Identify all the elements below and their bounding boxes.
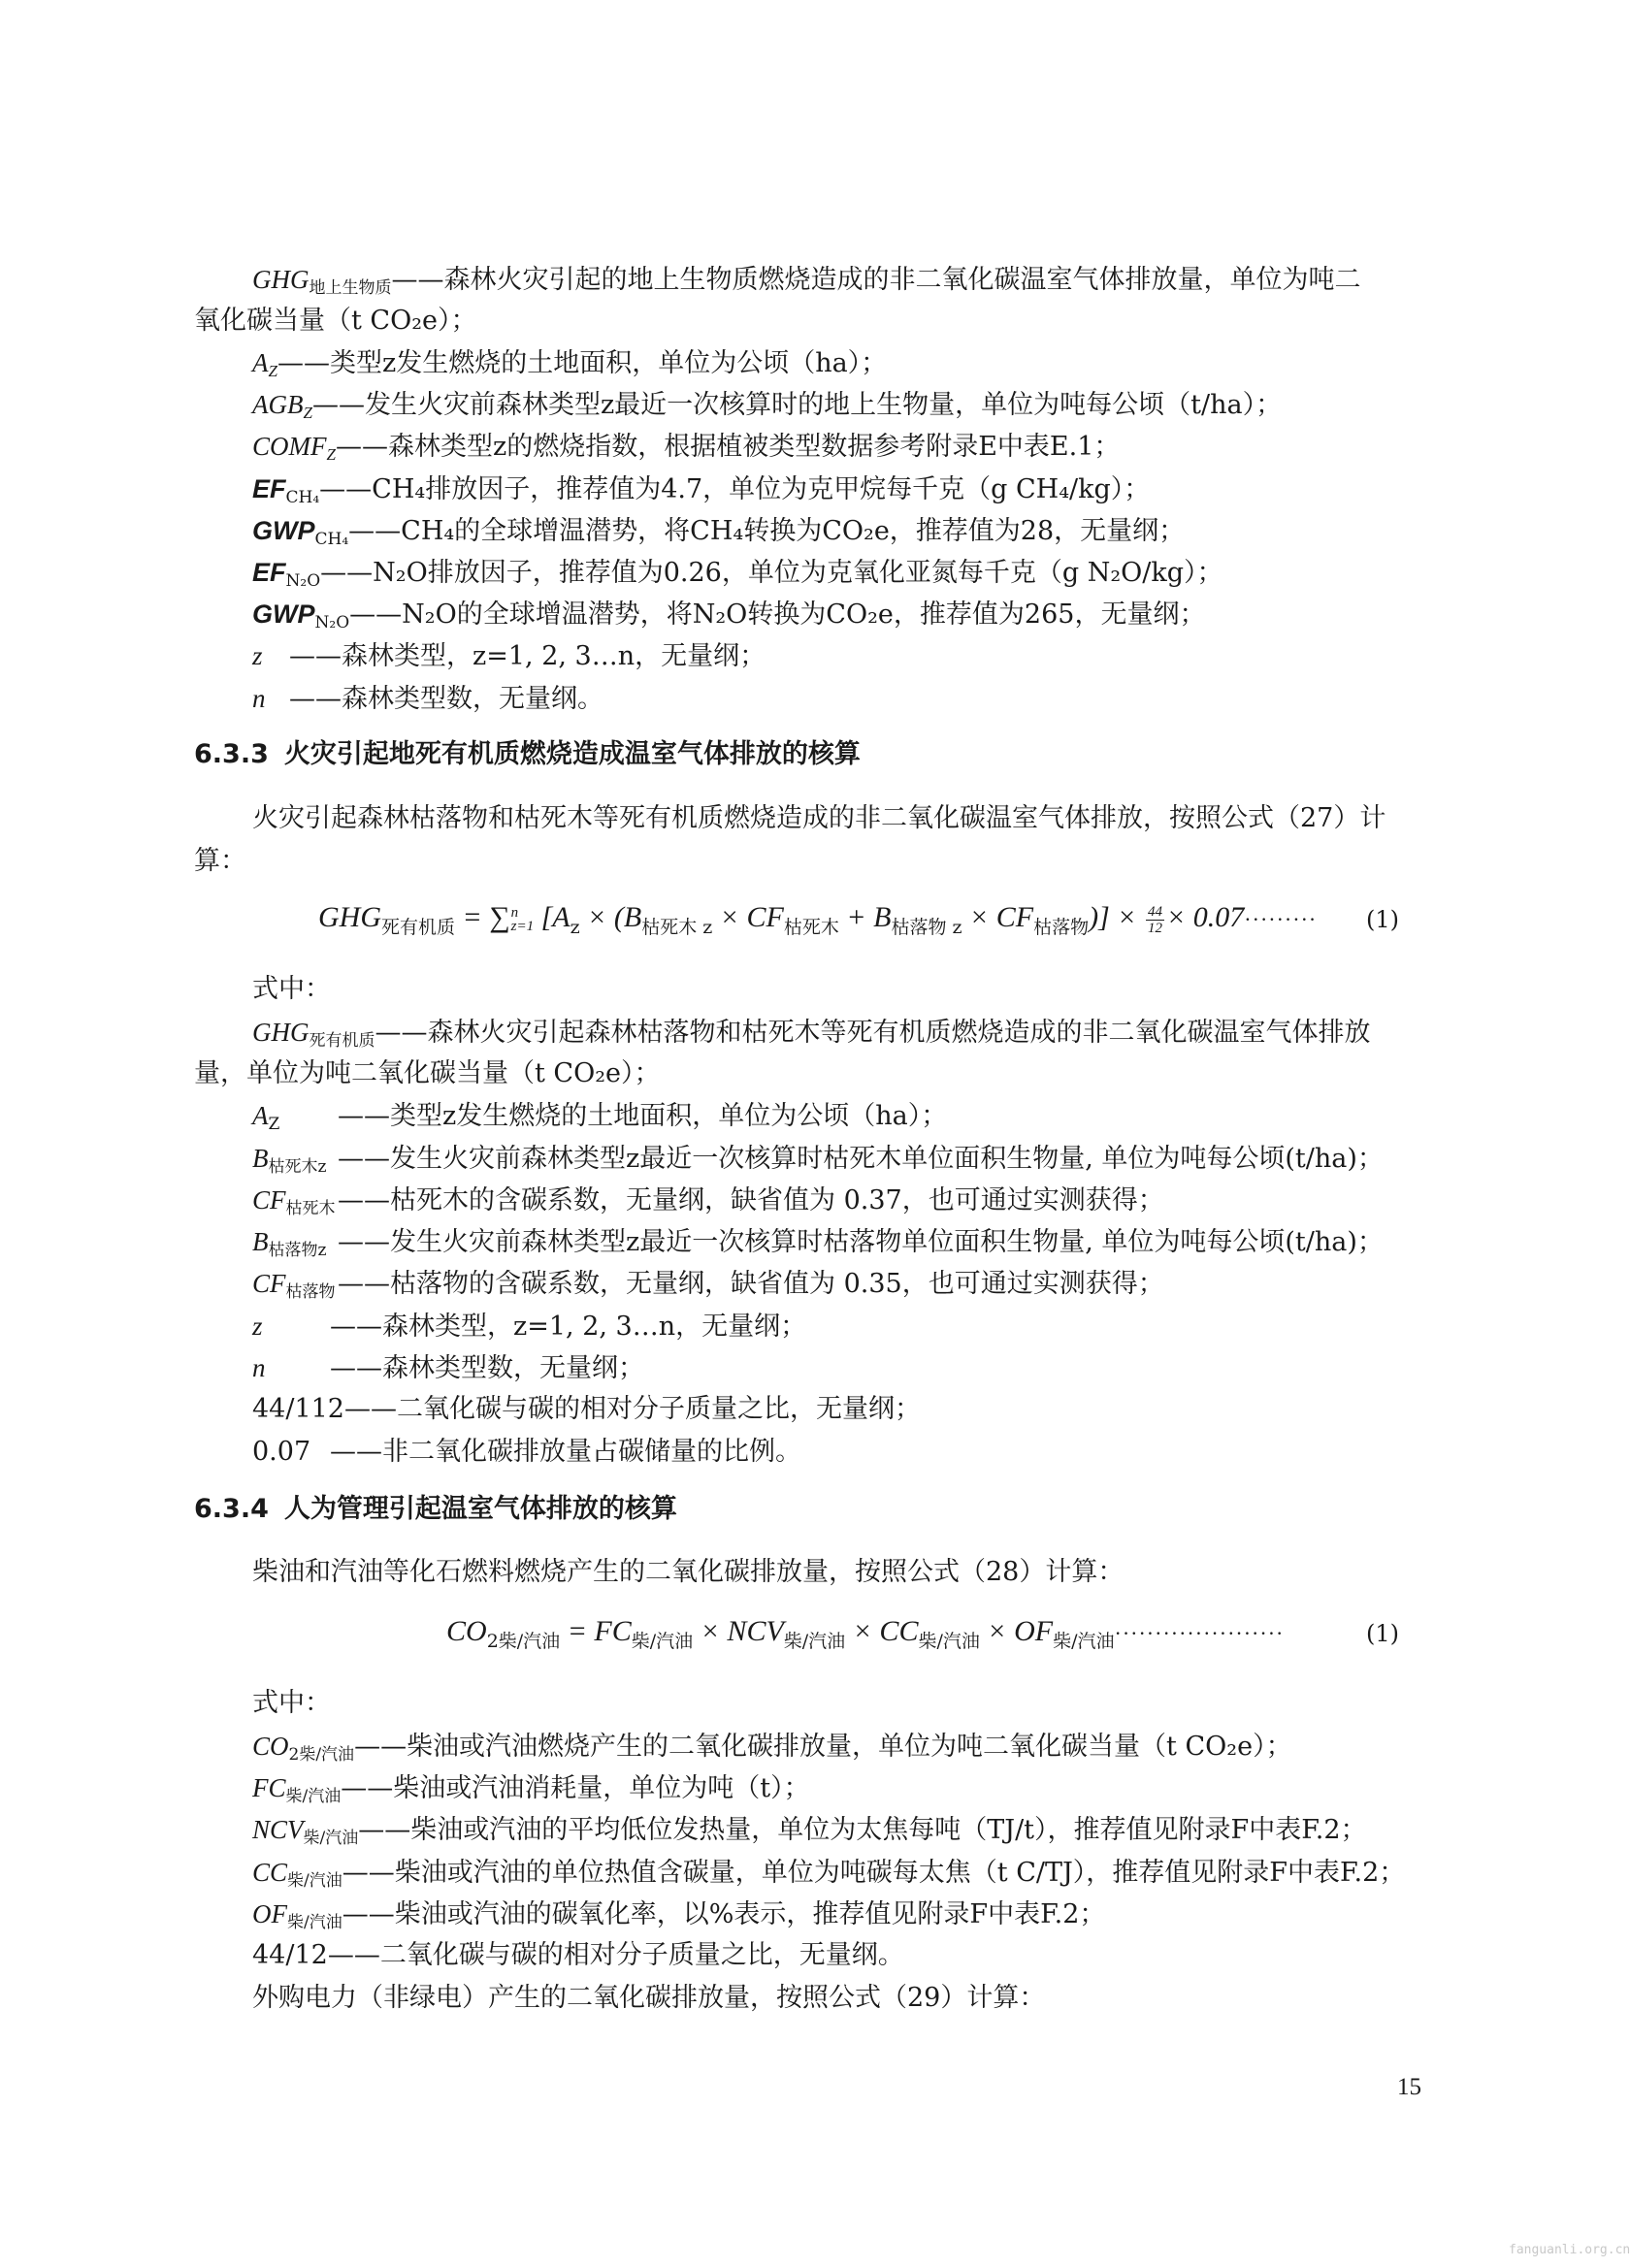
formula-28: $CO_{2柴/汽油} = FC_{柴/汽油} \times NCV_{柴/汽油} \times CC_{柴/汽油} \times OF_{柴/汽油}\cdot\cdot\cdot\cdot\cdot\cdot\cdot\cdot\cdot\cdot\cdot\cdot\cdot\cdot\cdot\cdot\cdot\cdot\cdot\cdot\cdot$	[446, 1615, 1285, 1652]
def-n-633: n ——森林类型数，无量纲；	[252, 1353, 644, 1383]
section-633-intro: 火灾引起森林枯落物和枯死木等死有机质燃烧造成的非二氧化碳温室气体排放，按照公式（27）计	[252, 803, 1386, 833]
def-az: AZ——类型z发生燃烧的土地面积，单位为公顷（ha）；	[252, 348, 888, 380]
def-n: n ——森林类型数，无量纲。	[252, 684, 603, 714]
where-label-634: 式中：	[252, 1688, 331, 1718]
def-ghg-above: $GHG_{地上生物质}——$森林火灾引起的地上生物质燃烧造成的非二氧化碳温室气体排放量，单位为吨二	[252, 265, 1361, 298]
def-b-deadwood: $B_{枯死木z}$ ——发生火灾前森林类型z最近一次核算时枯死木单位面积生物量, 单位为吨每公顷(t/ha)；	[252, 1144, 1384, 1177]
section-heading-634: 6.3.4 人为管理引起温室气体排放的核算	[194, 1494, 677, 1524]
def-b-litter: $B_{枯落物z}$ ——发生火灾前森林类型z最近一次核算时枯落物单位面积生物量, 单位为吨每公顷(t/ha)；	[252, 1227, 1384, 1260]
def-cf-deadwood: $CF_{枯死木}——$枯死木的含碳系数，无量纲，缺省值为 0.37，也可通过实测获得；	[252, 1185, 1164, 1218]
formula-27: $GHG_{死有机质}$ = ∑ n z=1 $[A_z \times (B_{枯死木 z} \times CF_{枯死木} + B_{枯落物 z} \times CF_{枯落物})]$ × $\frac{44}{12}$ × 0.07·········	[318, 901, 1318, 938]
def-gwp-ch4: $GWP_{CH_4}——CH_4$的全球增温潜势，将CH₄转换为CO₂e，推荐值为28，无量纲；	[252, 516, 1186, 549]
def-ghg-dead-cont: 量，单位为吨二氧化碳当量（t CO₂e）；	[194, 1058, 661, 1088]
def-of-fuel: $OF_{柴/汽油}——$柴油或汽油的碳氧化率，以%表示，推荐值见附录F中表F.2；	[252, 1899, 1106, 1932]
watermark: fanguanli.org.cn	[1509, 2243, 1630, 2257]
equation-number-27: (1)	[1366, 906, 1399, 933]
def-share-007: 0.07 ——非二氧化碳排放量占碳储量的比例。	[252, 1437, 801, 1467]
fraction-44-12: $\frac{44}{12}$	[1148, 903, 1163, 936]
def-cf-litter: $CF_{枯落物}——$枯落物的含碳系数，无量纲，缺省值为 0.35，也可通过实测获得；	[252, 1269, 1164, 1302]
section-634-electricity: 外购电力（非绿电）产生的二氧化碳排放量，按照公式（29）计算：	[252, 1983, 1046, 2013]
def-ef-ch4: $EF_{CH_4}——CH_4$排放因子，推荐值为4.7，单位为克甲烷每千克（g CH₄/kg）；	[252, 474, 1151, 507]
def-z-633: z ——森林类型，z=1, 2, 3…n，无量纲；	[252, 1312, 807, 1342]
def-comf: COMFZ——森林类型z的燃烧指数，根据植被类型数据参考附录E中表E.1；	[252, 432, 1121, 464]
section-633-intro-cont: 算：	[194, 846, 246, 876]
section-heading-633: 6.3.3 火灾引起地死有机质燃烧造成温室气体排放的核算	[194, 739, 861, 769]
section-634-intro: 柴油和汽油等化石燃料燃烧产生的二氧化碳排放量，按照公式（28）计算：	[252, 1557, 1125, 1587]
def-ncv-fuel: $NCV_{柴/汽油}——$柴油或汽油的平均低位发热量，单位为太焦每吨（TJ/t），推荐值见附录F中表F.2；	[252, 1815, 1367, 1848]
def-ratio-44-12: 44/12——二氧化碳与碳的相对分子质量之比，无量纲。	[252, 1940, 904, 1970]
def-cc-fuel: $CC_{柴/汽油}——$柴油或汽油的单位热值含碳量，单位为吨碳每太焦（t C/TJ），推荐值见附录F中表F.2；	[252, 1858, 1406, 1891]
def-z: z ——森林类型，z=1, 2, 3…n，无量纲；	[252, 641, 766, 671]
def-ratio-44-112: 44/112——二氧化碳与碳的相对分子质量之比，无量纲；	[252, 1394, 921, 1424]
def-ghg-above-cont: 氧化碳当量（t CO₂e）；	[194, 306, 477, 336]
page-number: 15	[1397, 2074, 1421, 2100]
where-label-633: 式中：	[252, 974, 331, 1004]
def-az-633: $A_Z$ ——类型z发生燃烧的土地面积，单位为公顷（ha）；	[252, 1101, 948, 1134]
def-agb: AGBZ——发生火灾前森林类型z最近一次核算时的地上生物量，单位为吨每公顷（t/ha）；	[252, 390, 1283, 422]
def-gwp-n2o: $GWP_{N_2O}——N_2O$的全球增温潜势，将N₂O转换为CO₂e，推荐值为265，无量纲；	[252, 599, 1206, 632]
equation-number-28: (1)	[1366, 1620, 1399, 1647]
def-ef-n2o: $EF_{N_2O}——N_2O$排放因子，推荐值为0.26，单位为克氧化亚氮每千克（g N₂O/kg）；	[252, 558, 1223, 591]
def-co2-fuel: $CO_{2柴/汽油}——$柴油或汽油燃烧产生的二氧化碳排放量，单位为吨二氧化碳当量（t CO₂e）；	[252, 1732, 1292, 1765]
def-ghg-dead: $GHG_{死有机质}——$森林火灾引起森林枯落物和枯死木等死有机质燃烧造成的非二氧化碳温室气体排放	[252, 1018, 1371, 1051]
def-fc-fuel: $FC_{柴/汽油}——$柴油或汽油消耗量，单位为吨（t）；	[252, 1773, 810, 1806]
